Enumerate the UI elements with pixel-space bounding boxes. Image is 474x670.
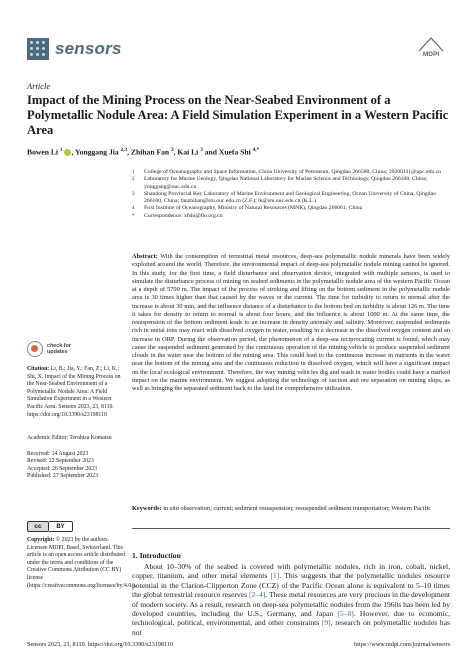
article-type: Article [27, 81, 51, 91]
abstract-label: Abstract: [132, 253, 158, 260]
citation-block [27, 366, 125, 419]
affiliation-item [132, 213, 450, 220]
affiliation-text: College of Oceanography and Space Information, China University of Petroleum, Qingdao 266580, China; 20200111@upc.edu.cn [144, 169, 442, 175]
author-name: Kai Li [177, 147, 199, 157]
date-line: Revised: 22 September 2023 [27, 458, 94, 465]
date-line: Published: 27 September 2023 [27, 473, 99, 480]
cc-by-icon: BY [49, 521, 73, 532]
footer-citation: Sensors 2023, 23, 8110. https://doi.org/10.3390/s23198110 [27, 641, 174, 648]
affiliation-number: 2 [132, 177, 135, 183]
body-text-run: , research on polymetallic nodules has not [132, 618, 450, 637]
author-name: Xuefa Shi [218, 147, 251, 157]
orcid-icon[interactable] [64, 149, 71, 156]
author-name: Bowen Li [27, 147, 59, 157]
paper-title: Impact of the Mining Process on the Near-Seabed Environment of a Polymetallic Nodule Area: A Field Simulation Experiment in a Western Pacific Area [27, 93, 449, 137]
affiliation-text: Laboratory for Marine Geology, Qingdao National Laboratory for Marine Science and Technology, Qingdao 266100, China; yonggang@ouc.edu.cn [144, 176, 428, 190]
keywords [132, 505, 450, 513]
copyright-label: Copyright: [27, 537, 55, 543]
author-name: Yonggang Jia [75, 147, 119, 157]
check-updates-line2: updates [47, 349, 68, 355]
body-text-run: . These metal resources are very precious in the development of modern society. As a result, research on deep-sea polymetallic nodules from the 1960s has been led by developed countries, including the U.S., Germany, and Japan [132, 590, 450, 619]
affiliation-number: * [132, 213, 135, 219]
affiliation-list [132, 169, 450, 220]
publisher-logo-text: MDPI [422, 51, 440, 58]
affiliation-item [132, 205, 450, 212]
author-separator: and [202, 147, 219, 157]
cc-icon: cc [27, 521, 49, 532]
affiliation-number: 1 [132, 170, 135, 175]
check-updates-line1: check for [47, 343, 71, 349]
author-separator: , [173, 147, 178, 157]
affiliation-item [132, 176, 450, 191]
copyright-block [27, 537, 137, 590]
affiliation-text: First Institute of Oceanography, Ministry of Natural Resources (MNR), Qingdao 266061, China [144, 205, 363, 212]
sensors-logo-icon [27, 38, 49, 60]
author-affiliation-mark: 2,3 [120, 147, 128, 153]
abstract [132, 253, 450, 393]
body-text-run: About 10–30% of the seabed is covered with polymetallic nodules, rich in iron, cobalt, nickel, copper, titanium, and other metal elements [132, 562, 450, 581]
reference-link[interactable]: [1] [270, 571, 280, 581]
affiliation-item [132, 191, 450, 206]
mdpi-logo-icon [415, 36, 447, 58]
author-affiliation-mark: 3 [200, 147, 203, 153]
author-separator: , [127, 147, 131, 157]
author-name: Zhihan Fan [130, 147, 170, 157]
keywords-label: Keywords: [132, 505, 162, 512]
dates-block [27, 451, 125, 481]
intro-paragraph [132, 562, 450, 637]
citation-label: Citation: [27, 366, 50, 372]
reference-link[interactable]: [9] [321, 618, 331, 628]
author-affiliation-mark: 4,* [252, 147, 260, 153]
author-separator: , [71, 147, 76, 157]
journal-name: sensors [55, 39, 122, 58]
reference-link[interactable]: [5–8] [337, 609, 354, 619]
date-line: Received: 14 August 2023 [27, 451, 89, 457]
academic-editor: Academic Editor: Teruhisa Komatsu [27, 435, 112, 441]
reference-link[interactable]: [2–4] [248, 590, 266, 600]
author-affiliation-mark: 3 [171, 147, 174, 153]
affiliation-number: 3 [132, 191, 135, 197]
date-line: Accepted: 26 September 2023 [27, 465, 98, 472]
affiliation-text: Shandong Provincial Key Laboratory of Marine Environment and Geological Engineering, Ocean University of China, Qingdao 266100, China; fanzhihan@stu.ouc.edu.cn (Z.F.); lk@stu.ouc.edu.cn (K.L.) [144, 190, 436, 205]
author-list [27, 147, 259, 157]
affiliation-number: 4 [132, 206, 135, 212]
keywords-text: in situ observation; current; sediment resuspension; resuspended sediment transportation; Western Pacific [163, 505, 432, 512]
body-text-run: . This suggests that the polymetallic nodules resource potential in the Clarion-Clipperton Zone (CCZ) of the Pacific Ocean alone is equivalent to 5–10 times the global terrestrial resource reserves [132, 571, 450, 600]
check-updates-icon [27, 341, 43, 357]
check-for-updates-button[interactable] [27, 341, 71, 357]
section-heading: 1. Introduction [132, 551, 181, 560]
journal-logo [27, 38, 122, 60]
affiliation-text: Correspondence: xfshi@fio.org.cn [144, 212, 223, 219]
divider [132, 528, 450, 529]
citation-text: Li, B.; Jia, Y.; Fan, Z.; Li, K.; Shi, X. Impact of the Mining Process on the Near-Seabed Environment of a Polymetallic Nodule Area: A Field Simulation Experiment in a Western Pacific Area. Sensors 2023, 23, 8110. https://doi.org/10.3390/s23198110 [27, 366, 121, 418]
copyright-text: © 2023 by the authors. Licensee MDPI, Basel, Switzerland. This article is an open access article distributed under the terms and conditions of the Creative Commons Attribution (CC BY) license (https://creativecommons.org/licenses/by/4.0/). [27, 537, 137, 589]
footer-journal-link[interactable]: https://www.mdpi.com/journal/sensors [354, 641, 450, 648]
author-affiliation-mark: 1 [59, 147, 63, 153]
body-text-run: . However, due to economic, technological, political, environmental, and other constraints [132, 609, 451, 628]
abstract-text: With the consumption of terrestrial metal resources, deep-sea polymetallic nodule minerals have been widely exploited around the world. Therefore, the environmental impact of deep-sea polymetallic nodule mining cannot be ignored. In this study, for the first time, a field disturbance and observation device, integrated with multiple sensors, is used to simulate the disturbance process of mining on seabed sediments in the polymetallic nodule area of the western Pacific Ocean at a depth of 5700 m. The impact of the process of stroking and lifting on the bottom sediment in the polymetallic nodule area is 30 times higher than that caused by the waves or the current. The time for turbidity to return to normal after the increase is about 30 min, and the influence distance of a disturbance to the bottom bed on turbidity is about 126 m. The time it takes for density to return to normal is about four hours, and the influence is about 1000 m. At the same time, the resuspension of the bottom sediment leads to an increase in density anomaly and salinity. Moreover, suspended sediments rich in metal ions may react with dissolved oxygen in water, resulting in a decrease in the dissolved oxygen content and an increase in ORP. During the observation period, the phenomenon of a deep-sea reciprocating current is found, which may cause the suspended sediment generated by the continuous operation of the mining vehicle to produce suspended sediment clouds in the water near the bottom of the mining area. This could lead to the continuous increase in nutrients in the water near the bottom of the mining area and the continuous reduction in dissolved oxygen, which will have a significant impact on the local ecological environment. Therefore, the way mining vehicles dig and wash in water bodies could have a marked impact on the marine environment. We suggest adopting the technology of suction and ore separation on mining ships, as well as bringing the separated sediment back to the land for comprehensive utilization. [132, 253, 450, 392]
cc-license-badge[interactable] [27, 521, 73, 532]
